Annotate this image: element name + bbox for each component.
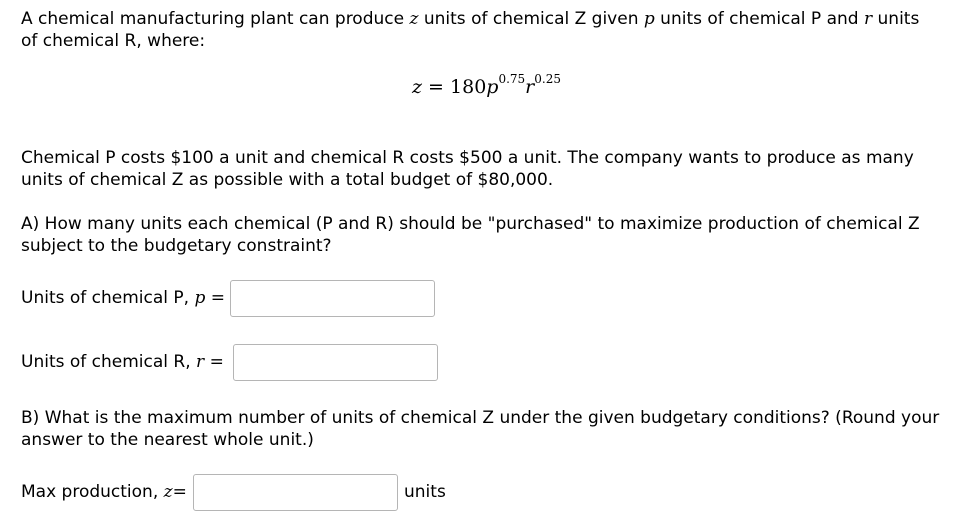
- units-suffix: units: [404, 482, 446, 502]
- var-r: r: [196, 352, 205, 372]
- var-r: r: [863, 9, 873, 29]
- intro-text: units of chemical Z given: [418, 9, 644, 29]
- part-a-question-line-1: A) How many units each chemical (P and R) should be "purchased" to maximize production of chemical Z: [21, 214, 920, 234]
- var-p: p: [194, 288, 206, 308]
- var-z: z: [409, 9, 419, 29]
- units-r-label: Units of chemical R, r =: [21, 352, 224, 372]
- formula-exponent-p: 0.75: [498, 72, 526, 86]
- part-a-question-line-2: subject to the budgetary constraint?: [21, 236, 332, 256]
- intro-text: units: [872, 9, 920, 29]
- cost-line-1: Chemical P costs $100 a unit and chemical R costs $500 a unit. The company wants to produce as many: [21, 148, 914, 168]
- formula-lhs: z: [412, 76, 423, 98]
- formula-var-p: p: [486, 76, 499, 98]
- var-p: p: [643, 9, 655, 29]
- units-p-input[interactable]: [230, 280, 435, 317]
- units-r-input[interactable]: [233, 344, 438, 381]
- problem-intro-line-2: of chemical R, where:: [21, 31, 206, 51]
- max-production-input[interactable]: [193, 474, 398, 511]
- max-production-label: Max production, z=: [21, 482, 187, 502]
- units-p-label: Units of chemical P, p =: [21, 288, 226, 308]
- problem-intro-line-1: [21, 8, 919, 30]
- part-b-question-line-2: answer to the nearest whole unit.): [21, 430, 314, 450]
- intro-text: A chemical manufacturing plant can produce: [21, 9, 410, 29]
- intro-text: units of chemical P and: [654, 9, 864, 29]
- formula-equals: =: [422, 76, 451, 98]
- formula-coefficient: 180: [450, 76, 487, 98]
- production-formula: [412, 72, 561, 98]
- formula-exponent-r: 0.25: [534, 72, 561, 86]
- var-z: z: [163, 482, 173, 502]
- cost-line-2: units of chemical Z as possible with a total budget of $80,000.: [21, 170, 554, 190]
- formula-var-r: r: [525, 76, 535, 98]
- part-b-question-line-1: B) What is the maximum number of units of chemical Z under the given budgetary conditions? (Round your: [21, 408, 940, 428]
